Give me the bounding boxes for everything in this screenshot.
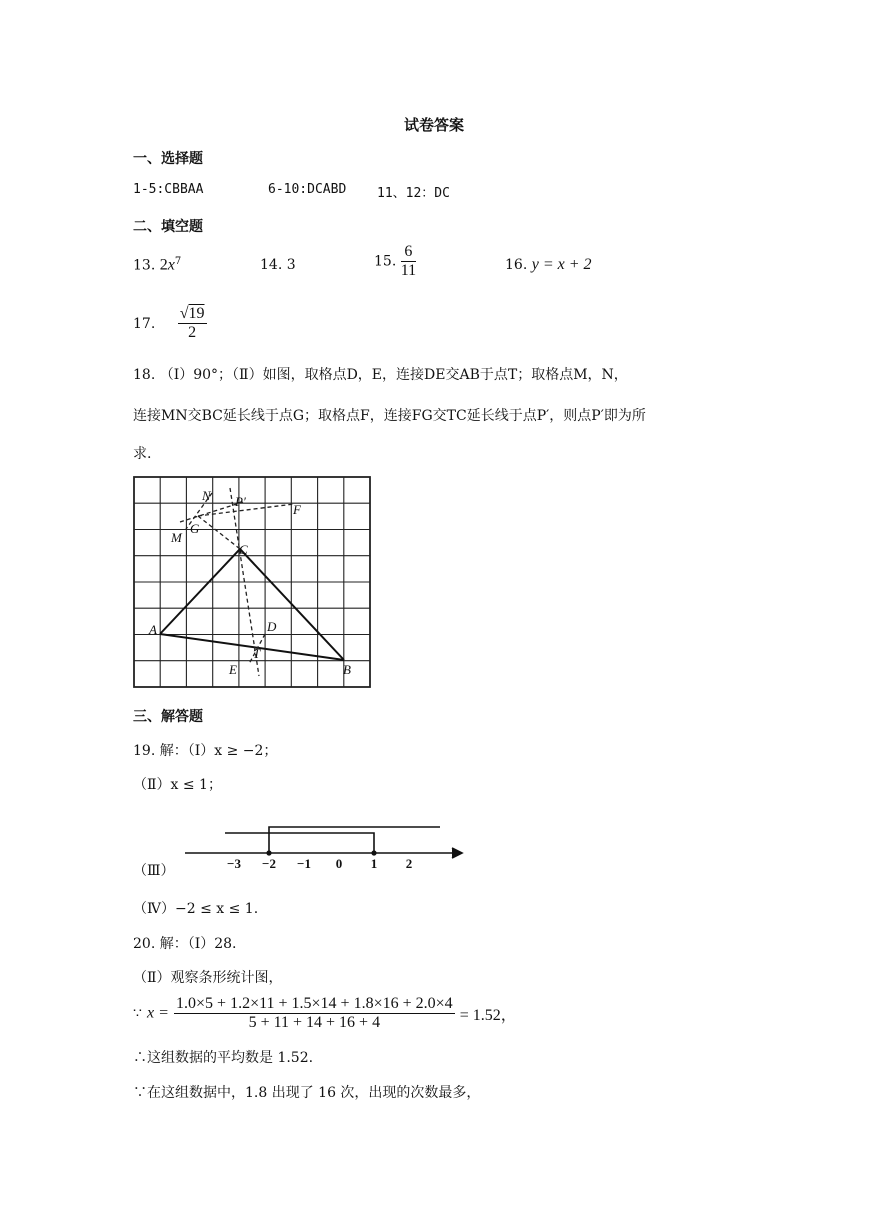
label-D: D [267, 619, 277, 634]
page-title: 试卷答案 [404, 116, 465, 134]
answer-13 [133, 256, 181, 275]
q19-part-4: （Ⅳ）−2 ≤ x ≤ 1. [133, 901, 259, 917]
label-F: F [293, 502, 301, 517]
q15-denominator: 11 [400, 262, 417, 279]
q20-part-1: 20. 解：（Ⅰ）28. [133, 936, 237, 952]
section-heading-solve: 三、解答题 [133, 709, 203, 725]
q13-coef: 2 [159, 256, 168, 274]
label-N: N [202, 488, 211, 503]
q15-fraction [401, 243, 416, 280]
q15-numerator: 6 [401, 243, 416, 262]
q20-part-2: （Ⅱ）观察条形统计图， [133, 970, 283, 986]
label-G: G [190, 521, 200, 536]
answer-11-12: 11、12：DC [377, 186, 450, 201]
answer-1-5: 1-5:CBBAA [133, 182, 204, 197]
q17-fraction [178, 305, 207, 342]
q16-expr: y = x + 2 [531, 256, 592, 273]
q13-label: 13. [133, 257, 156, 274]
label-P-prime: P′ [235, 494, 246, 509]
answer-6-10: 6-10:DCABD [268, 182, 347, 197]
q18-line-3: 求. [133, 446, 152, 462]
q17-radicand: 19 [188, 305, 205, 322]
answer-16 [505, 256, 592, 274]
tick-neg3: −3 [227, 856, 241, 871]
q19-part-3: （Ⅲ） [133, 863, 175, 879]
label-E: E [229, 662, 237, 677]
label-T: T [253, 646, 261, 661]
q17-label: 17. [133, 315, 156, 332]
q13-exp: 7 [174, 256, 182, 267]
q20-mean-formula [133, 995, 517, 1032]
mean-result: = 1.52， [459, 1007, 517, 1024]
tick-neg1: −1 [297, 856, 311, 871]
q13-var: x [167, 256, 175, 274]
q19-part-2: （Ⅱ）x ≤ 1； [133, 777, 222, 793]
q17-denominator: 2 [188, 324, 197, 341]
answer-14: 14. 3 [260, 257, 296, 273]
q16-label: 16. [505, 257, 528, 273]
answer-17 [133, 305, 207, 342]
label-C: C [239, 542, 248, 557]
q17-numerator: √19 [179, 305, 205, 322]
q20-mean-statement: ∴这组数据的平均数是 1.52. [133, 1050, 314, 1066]
q15-label: 15. [374, 253, 397, 270]
tick-0: 0 [335, 856, 343, 871]
mean-fraction [174, 995, 455, 1032]
grid-figure [133, 476, 371, 688]
section-heading-fill: 二、填空题 [133, 219, 203, 235]
q19-part-1: 19. 解：（Ⅰ）x ≥ −2； [133, 743, 278, 759]
answer-15 [374, 243, 416, 280]
tick-2: 2 [405, 856, 413, 871]
mean-denominator: 5 + 11 + 14 + 16 + 4 [248, 1014, 381, 1031]
label-A: A [149, 622, 157, 637]
q18-line-1: 18. （Ⅰ）90°；（Ⅱ）如图，取格点D，E，连接DE交AB于点T；取格点M，N， [133, 367, 628, 383]
q20-mode-statement: ∵在这组数据中，1.8 出现了 16 次，出现的次数最多， [133, 1085, 481, 1101]
q18-line-2: 连接MN交BC延长线于点G；取格点F，连接FG交TC延长线于点P′，则点P′即为所 [133, 408, 646, 424]
because-symbol: ∵ [133, 1005, 142, 1022]
xbar-label: x = [147, 1004, 169, 1022]
mean-numerator: 1.0×5 + 1.2×11 + 1.5×14 + 1.8×16 + 2.0×4 [176, 995, 453, 1012]
label-M: M [171, 530, 182, 545]
tick-1: 1 [370, 856, 378, 871]
number-line [180, 818, 470, 874]
tick-neg2: −2 [262, 856, 276, 871]
section-heading-choice: 一、选择题 [133, 151, 203, 167]
label-B: B [343, 662, 351, 677]
